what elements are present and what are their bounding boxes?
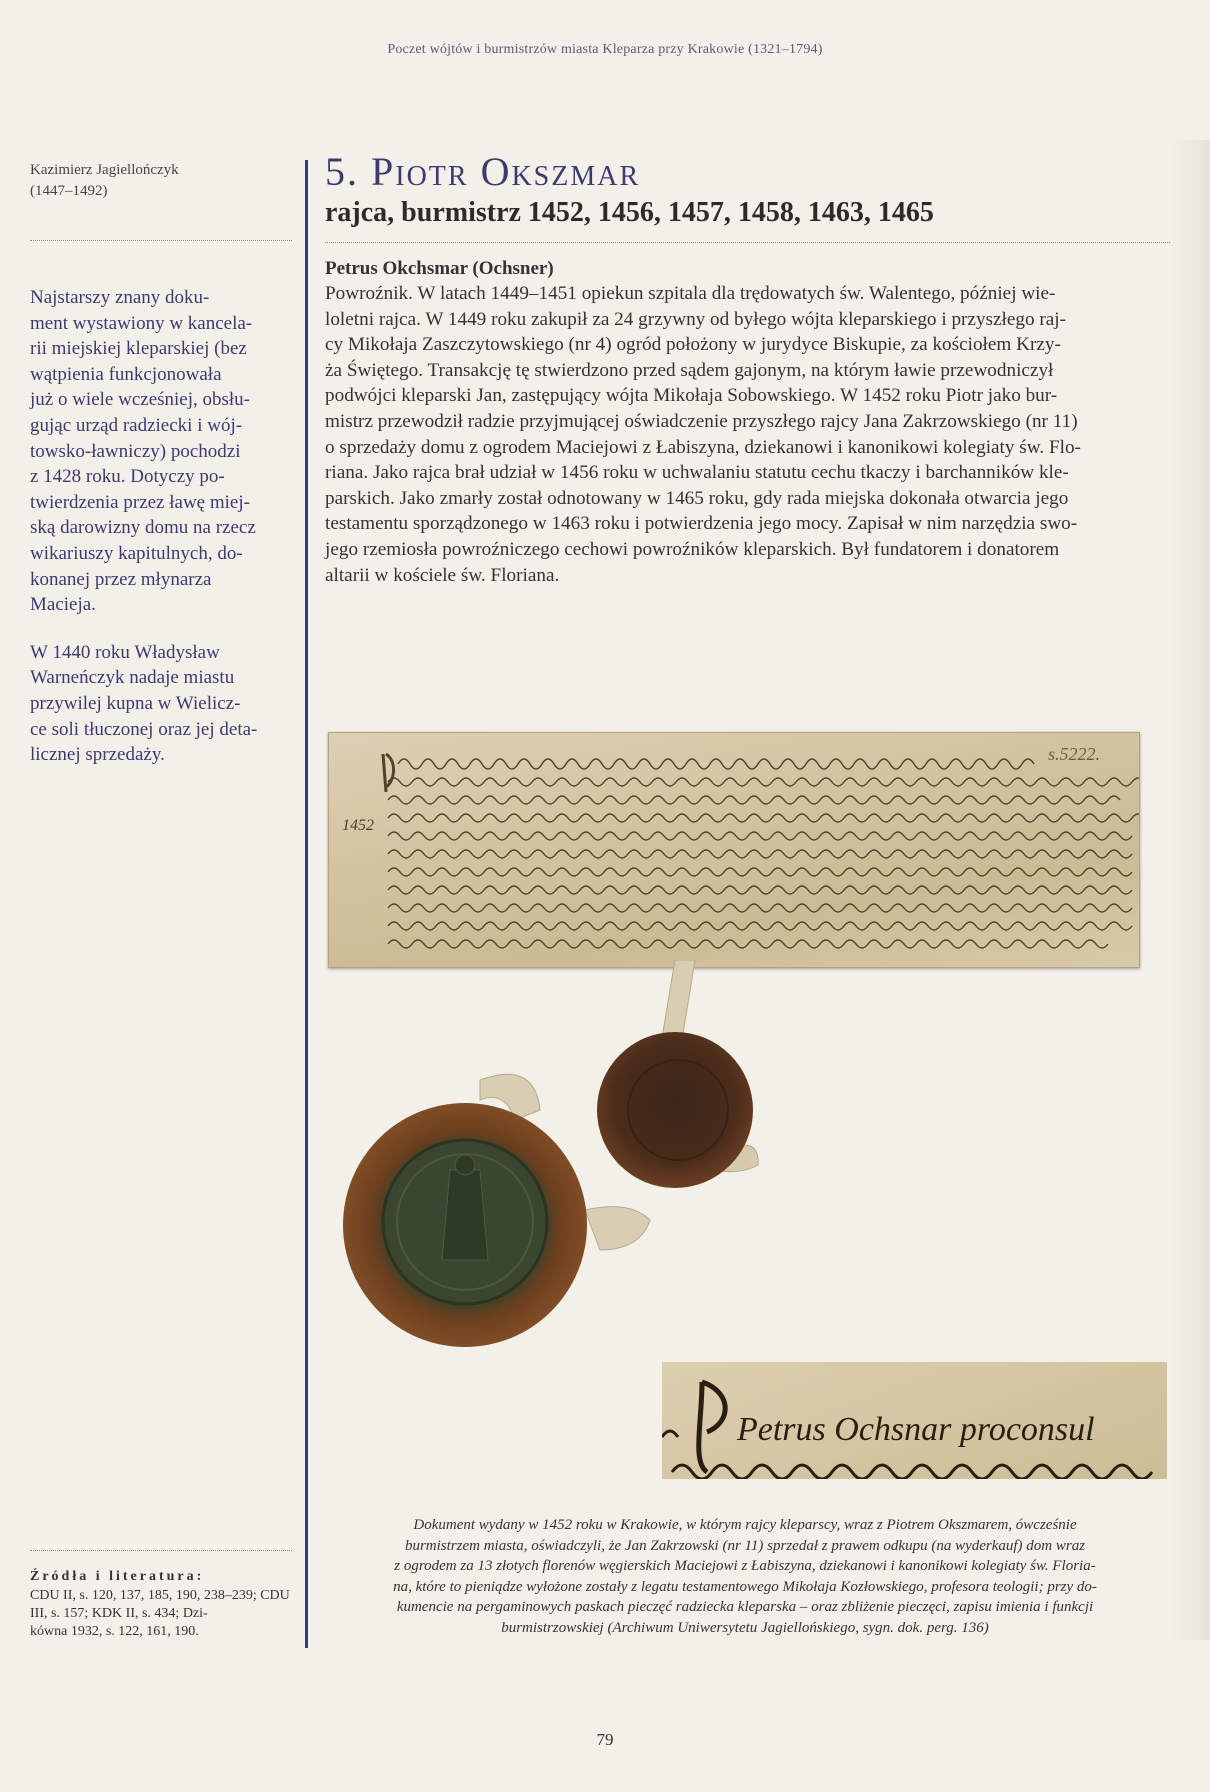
sidebar-ruler-years: (1447–1492) [30, 183, 108, 199]
figure-caption: Dokument wydany w 1452 roku w Krakowie, w którym rajcy kleparscy, wraz z Piotrem Okszmarem, ówcześnie burmistrzem miasta, oświadczyli, że Jan Zakrzowski (nr 11) sprzedał z prawem odkupu (na wyderkauf) dom wraz z ogrodem za 13 złotych florenów węgierskich Maciejowi z Łabiszyna, dziekanowi i kanonikowi kolegiaty św. Floria- na, które to pieniądze wyłożone zostały z legatu testamentowego Mikołaja Kozłowskiego, profesora teologii; przy do- kumencie na pergaminowych paskach pieczęć radziecka kleparska – oraz zbliżenie pieczęci, zapisu imienia i funkcji burmistrzowskiej (Archiwum Uniwersytetu Jagiellońskiego, sygn. dok. perg. 136) [393, 1517, 1097, 1636]
charter-handwriting [328, 732, 1140, 968]
running-header: Poczet wójtów i burmistrzów miasta Kleparza przy Krakowie (1321–1794) [387, 42, 823, 57]
page-number: 79 [596, 1730, 614, 1749]
main-column [325, 148, 1170, 588]
seal-large [343, 1103, 587, 1347]
charter-document-image [328, 732, 1140, 968]
sidebar [30, 160, 292, 1639]
charter-margin-year: 1452 [342, 817, 374, 834]
charter-shelfmark: s.5222. [1048, 744, 1101, 764]
signature-closeup-image [662, 1362, 1167, 1479]
biography-text: Powroźnik. W latach 1449–1451 opiekun szpitala dla trędowatych św. Walentego, później wie- loletni rajca. W 1449 roku zakupił za 24 grzywny od byłego wójta kleparskiego i przyszłego raj- cy Mikołaja Zaszczytowskiego (nr 4) ogród położony w jurydyce Biskupie, za kościołem Krzy- ża Świętego. Transakcję tę stwierdzono przed sądem gajonym, na którym ławie przewodniczył podwójci kleparski Jan, zastępujący wójta Mikołaja Sobowskiego. W 1452 roku Piotr jako bur- mistrz przewodził radzie przyjmującej oświadczenie przyszłego rajcy Jana Zakrzowskiego (nr 11) o sprzedaży domu z ogrodem Maciejowi z Łabiszyna, dziekanowi i kanonikowi kolegiaty św. Flo- riana. Jako rajca brał udział w 1456 roku w uchwalaniu statutu cechu tkaczy i barchanników kle- parskich. Jako zmarły został odnotowany w 1465 roku, gdy rada miejska dokonała otwarcia jego testamentu sporządzonego w 1463 roku i potwierdzenia jego mocy. Zapisał w nim narzędzia swo- jego rzemiosła powroźniczego cechowi powroźników kleparskich. Był fundatorem i donatorem altarii w kościele św. Floriana. [325, 283, 1081, 586]
sources-title: Źródła i literatura: [30, 1569, 205, 1584]
seal-small [597, 1032, 758, 1188]
column-rule [305, 160, 308, 1648]
title-divider [325, 242, 1170, 243]
signature-text: Petrus Ochsnar proconsul [737, 1411, 1095, 1448]
sidebar-divider [30, 240, 292, 241]
entry-subtitle: rajca, burmistrz 1452, 1456, 1457, 1458, 1463, 1465 [325, 197, 934, 228]
latin-name: Petrus Okchsmar (Ochsner) [325, 258, 554, 279]
sidebar-ruler-name: Kazimierz Jagiellończyk [30, 162, 179, 178]
signature-handwriting [662, 1362, 1167, 1479]
facing-page-edge [1170, 140, 1210, 1640]
sidebar-note-2: W 1440 roku Władysław Warneńczyk nadaje miastu przywilej kupna w Wielicz- ce soli tłuczonej oraz jej deta- licznej sprzedaży. [30, 641, 258, 766]
entry-title: 5. Piotr Okszmar [325, 149, 641, 194]
sidebar-note-1: Najstarszy znany doku- ment wystawiony w kancela- rii miejskiej kleparskiej (bez wątpienia funkcjonowała już o wiele wcześniej, obsłu- gując urząd radziecki i wój- towsko-ławniczy) pochodzi z 1428 roku. Dotyczy po- twierdzenia przez ławę miej- ską darowizny domu na rzecz wikariuszy kapitulnych, do- konanej przez młynarza Macieja. [30, 287, 256, 616]
sources-text: CDU II, s. 120, 137, 185, 190, 238–239; CDU III, s. 157; KDK II, s. 434; Dzi- kówna 1932, s. 122, 161, 190. [30, 1588, 290, 1639]
seals-image [330, 960, 760, 1370]
sources-divider [30, 1550, 292, 1551]
sources-block [30, 1550, 292, 1641]
